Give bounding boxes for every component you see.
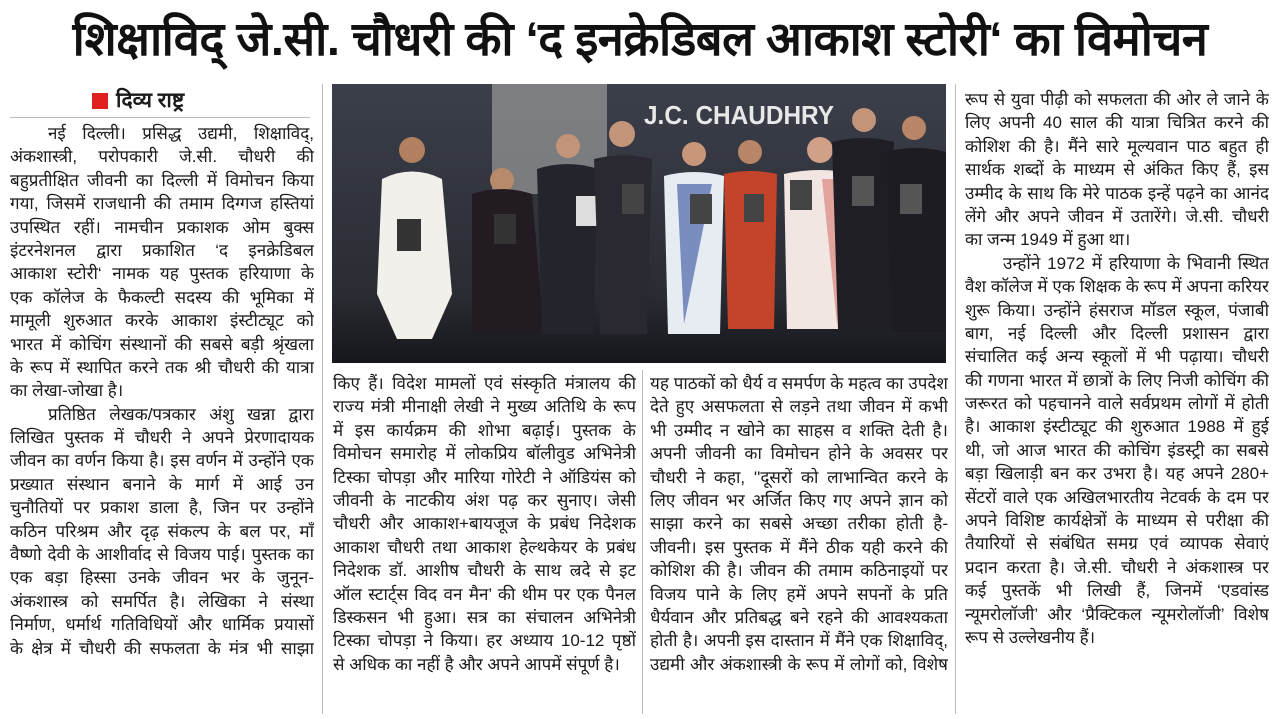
text-line: बहुप्रतीक्षित जीवनी का दिल्ली में विमोचन किया	[10, 170, 314, 190]
person	[832, 108, 894, 329]
text-line: है। आकाश इंस्टीट्यूट की शुरुआत 1988 में हुई	[965, 417, 1269, 437]
text-line: लिखित पुस्तक में चौधरी ने अपने प्रेरणादायक	[10, 428, 314, 448]
book	[494, 214, 516, 244]
text-line: अंकशास्त्री, परोपकारी जे.सी. चौधरी की	[10, 147, 314, 167]
text-line: एक कॉलेज के फैकल्टी सदस्य की भूमिका में	[10, 287, 314, 307]
text-line: आकाश स्टोरी‘ नामक यह पुस्तक हरियाणा के	[10, 264, 314, 284]
article-column-1	[10, 122, 314, 660]
text-line: प्रदान करता है। जे.सी. चौधरी ने अंकशास्त्र पर	[965, 557, 1269, 577]
text-line: लिए जीवन भर अर्जित किए गए अपने ज्ञान को	[650, 490, 948, 510]
text-line: चुनौतियों पर प्रकाश डाला है, जिन पर उन्होंने	[10, 498, 314, 518]
text-line: प्रख्यात संस्थान बनाने के मार्ग में आई उन	[10, 474, 314, 494]
text-line: नई दिल्ली। प्रसिद्ध उद्यमी, शिक्षाविद्,	[48, 124, 314, 143]
text-line: विजय पाने के लिए हमें अपने सपनों के प्रति	[650, 584, 948, 604]
text-line: देते हुए असफलता से लड़ने तथा जीवन में कभी	[650, 397, 948, 417]
text-line: डिस्कसन भी हुआ। सत्र का संचालन अभिनेत्री	[333, 607, 636, 627]
text-line: का जन्म 1949 में हुआ था।	[965, 230, 1131, 250]
text-line: निर्माण, धर्मार्थ गतिविधियों और धार्मिक प्रयासों	[10, 615, 314, 635]
text-line: उम्मीद के साथ कि मेरे पाठक इन्हें पढ़ने का आनंद	[965, 183, 1269, 203]
text-line: प्रतिष्ठित लेखक/पत्रकार अंशु खन्ना द्वारा	[48, 404, 314, 424]
text-line: वैष्णो देवी के आशीर्वाद से विजय पाई। पुस्तक का	[10, 545, 314, 565]
article-column-2	[333, 372, 636, 676]
column-divider	[642, 370, 643, 714]
text-line: चौधरी और आकाश+बायजूज के प्रबंध निदेशक	[333, 514, 636, 534]
text-line: अपने विशिष्ट कार्यक्षेत्रों के माध्यम से परीक्षा की	[965, 511, 1269, 531]
text-line: कोशिश की है। जीवन की तमाम कठिनाइयों पर	[650, 561, 948, 581]
text-line: संचालित कई अन्य स्कूलों में भी पढ़ाया। चौधरी	[965, 347, 1269, 367]
article-column-3	[650, 372, 948, 676]
byline	[92, 88, 184, 114]
text-line: निदेशक डॉ. आशीष चौधरी के साथ ल्रदे से इट	[333, 561, 636, 581]
text-line: थी, जो आज भारत की कोचिंग इंडस्ट्री का सबसे	[965, 440, 1269, 460]
text-line: ऑल स्टार्ट्स विद वन मैन’ की थीम पर एक पैनल	[333, 584, 636, 604]
book	[622, 184, 644, 214]
text-line: जीवन का वर्णन किया है। इस वर्णन में उन्होंने एक	[10, 451, 314, 471]
text-line: भारत में कोचिंग संस्थानों की सबसे बड़ी श्रृंखला	[10, 334, 314, 354]
text-line: जरूरत को पहचानने वाले सर्वप्रथम लोगों में होती	[965, 394, 1269, 414]
article-column-4	[965, 88, 1269, 649]
text-line: रूप से उल्लेखनीय हैं।	[965, 627, 1096, 647]
book	[576, 196, 598, 226]
text-line: इंटरनेशनल द्वारा प्रकाशित ‘द इनक्रेडिबल	[10, 240, 314, 260]
book-launch-photo	[332, 84, 946, 363]
text-line: आकाश चौधरी तथा आकाश हेल्थकेयर के प्रबंध	[333, 537, 636, 557]
text-line: रूप से युवा पीढ़ी को सफलता की ओर ले जाने के	[965, 90, 1269, 109]
text-line: कई पुस्तकें भी लिखी हैं, जिनमें ‘एडवांस्ड	[965, 581, 1269, 601]
text-line: सेंटरों वाले एक अखिलभारतीय नेटवर्क के दम पर	[965, 487, 1269, 507]
text-line: टिस्का चोपड़ा ने किया। हर अध्याय 10-12 पृष्ठों	[333, 631, 636, 651]
text-line: के रूप में स्थापित करने तक श्री चौधरी की यात्रा	[10, 357, 314, 377]
text-line: उन्होंने 1972 में हरियाणा के भिवानी स्थित	[1003, 253, 1269, 273]
text-line: न्यूमरोलॉजी’ और ‘प्रैक्टिकल न्यूमरोलॉजी’ विशेष	[965, 604, 1269, 624]
book	[790, 180, 812, 210]
text-line: राज्य मंत्री मीनाक्षी लेखी ने मुख्य अतिथि के रूप	[333, 397, 636, 417]
text-line: होती है। अपनी इस दास्तान में मैंने एक शिक्षाविद्,	[650, 631, 948, 651]
text-line: विमोचन समारोह में लोकप्रिय बॉलीवुड अभिनेत्री	[333, 444, 636, 464]
red-square-icon	[92, 93, 108, 109]
text-line: अंकशास्त्र को समर्पित है। लेखिका ने संस्था	[10, 591, 314, 611]
text-line: मामूली शुरुआत करके आकाश इंस्टीट्यूट को	[10, 311, 314, 331]
text-line: सार्थक शब्दों के माध्यम से अंकित किए हैं, इस	[965, 160, 1269, 180]
text-line: किए हैं। विदेश मामलों एवं संस्कृति मंत्रालय की	[333, 374, 636, 393]
text-line: वैश कॉलेज में एक शिक्षक के रूप में अपना करियर	[965, 277, 1269, 297]
text-line: लिए अपनी 40 साल की यात्रा चित्रित करने की	[965, 113, 1269, 133]
text-line: उद्यमी और अंकशास्त्री के रूप में लोगों को, विशेष	[650, 654, 948, 674]
book	[397, 219, 421, 251]
text-line: एक बड़ा हिस्सा उनके जीवन भर के जुनून-	[10, 568, 314, 588]
text-line: कोशिश की है। मैंने सारे मूल्यवान पाठ बहुत ही	[965, 136, 1269, 156]
column-divider	[955, 84, 956, 714]
column-divider	[322, 84, 323, 714]
text-line: तैयारियों से संबंधित समग्र एवं व्यापक सेवाएं	[965, 534, 1269, 554]
text-line: उपस्थित रहीं। नामचीन प्रकाशक ओम बुक्स	[10, 217, 314, 237]
text-line: यह पाठकों को धैर्य व समर्पण के महत्व का उपदेश	[650, 374, 948, 393]
text-line: की गणना भारत में छात्रों के लिए निजी कोचिंग की	[965, 370, 1269, 390]
text-line: शुरू किया। उन्होंने हंसराज मॉडल स्कूल, पंजाबी	[965, 300, 1269, 320]
headline: शिक्षाविद् जे.सी. चौधरी की ‘द इनक्रेडिबल आकाश स्टोरी‘ का विमोचन	[72, 12, 1208, 65]
text-line: जीवनी के नाटकीय अंश पढ़ कर सुनाए। जेसी	[333, 490, 636, 510]
byline-text: दिव्य राष्ट्र	[116, 89, 185, 112]
book	[900, 184, 922, 214]
text-line: साझा करने का सबसे अच्छा तरीका होती है-	[650, 514, 948, 534]
text-line: जीवनी। इस पुस्तक में मैंने ठीक यही करने की	[650, 537, 948, 557]
text-line: लेंगे और अपने जीवन में उतारेंगे। जे.सी. चौधरी	[965, 206, 1269, 226]
text-line: बाग, नई दिल्ली और दिल्ली प्रशासन द्वारा	[965, 323, 1269, 343]
text-line: गया, जिसमें राजधानी की तमाम दिग्गज हस्तियां	[10, 194, 314, 214]
text-line: चौधरी ने कहा, ''दूसरों को लाभान्वित करने के	[650, 467, 948, 487]
book	[852, 176, 874, 206]
book	[690, 194, 712, 224]
text-line: बड़ा खिलाड़ी बन कर उभरा है। यह अपने 280+	[965, 464, 1269, 484]
text-line: टिस्का चोपड़ा और मारिया गोरेटी ने ऑडियंस को	[333, 467, 636, 487]
text-line: कठिन परिश्रम और दृढ़ संकल्प के बल पर, माँ	[10, 521, 314, 541]
text-line: धैर्यवान और प्रतिबद्ध बने रहने की आवश्यकता	[650, 607, 948, 627]
event-photo	[332, 84, 946, 363]
text-line: के क्षेत्र में चौधरी की सफलता के मंत्र भी साझा	[10, 638, 314, 658]
book	[744, 194, 764, 222]
byline-rule	[10, 117, 310, 118]
text-line: का लेखा-जोखा है।	[10, 381, 124, 401]
text-line: भी उम्मीद न खोने का साहस व शक्ति देती है।	[650, 420, 948, 440]
text-line: से अधिक का नहीं है और अपने आपमें संपूर्ण है।	[333, 654, 620, 674]
text-line: में इस कार्यक्रम की शोभा बढ़ाई। पुस्तक के	[333, 420, 636, 440]
backdrop-title: J.C. CHAUDHRY	[644, 100, 834, 130]
text-line: अपनी जीवनी का विमोचन होने के अवसर पर	[650, 444, 948, 464]
